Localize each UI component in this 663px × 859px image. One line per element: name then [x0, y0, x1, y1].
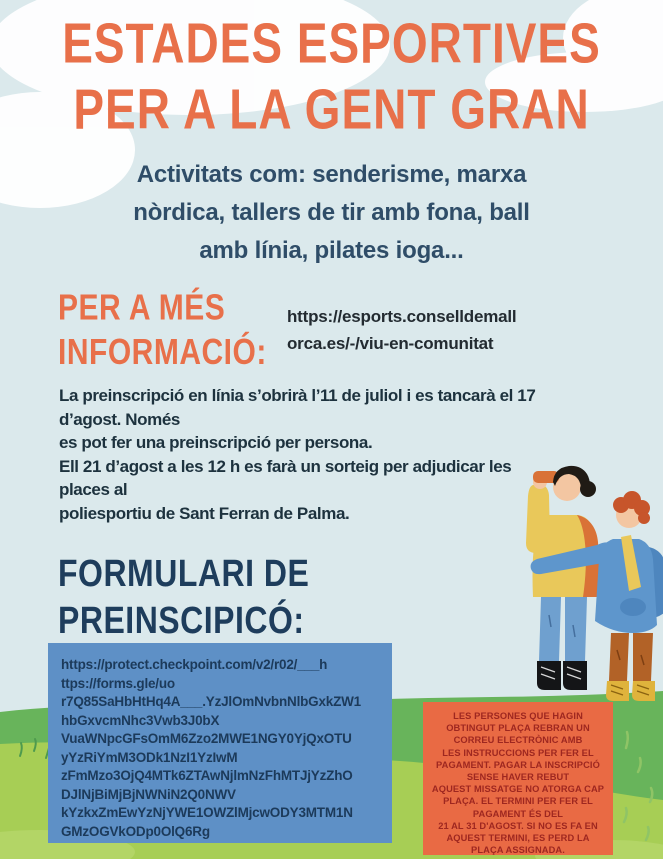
- notice-line: SENSE HAVER REBUT: [466, 772, 570, 783]
- notice-line: PAGAMENT ÉS DEL: [472, 808, 564, 819]
- woman-boot: [563, 661, 587, 690]
- man-hand-pocket: [620, 598, 646, 616]
- title-line: PER A LA GENT GRAN: [73, 77, 590, 141]
- url-line: zFmMzo3OjQ4MTk6ZTAwNjlmNzFhMTJjYzZhO: [61, 768, 353, 783]
- url-line: hbGxvcmNhc3Vwb3J0bX: [61, 712, 220, 728]
- text-line: poliesportiu de Sant Ferran de Palma.: [59, 503, 350, 523]
- title-line: ESTADES ESPORTIVES: [62, 11, 601, 75]
- notice-line: PLAÇA. EL TERMINI PER FER EL: [443, 796, 593, 807]
- form-url-box[interactable]: [48, 643, 392, 843]
- text-line: amb línia, pilates ioga...: [199, 237, 464, 264]
- subtitle: [0, 156, 663, 270]
- text-line: nòrdica, tallers de tir amb fona, ball: [133, 199, 530, 226]
- text-line: Ell 21 d’agost a les 12 h es farà un sorteig per adjudicar les: [59, 456, 512, 476]
- url-line: kYzkxZmEwYzNjYWE1OWZlMjcwODY3MTM1N: [61, 805, 353, 820]
- url-line: DJlNjBiMjBjNWNiN2Q0NWV: [61, 786, 236, 802]
- url-line: yYzRiYmM3ODk1NzI1YzIwM: [61, 749, 238, 765]
- info-heading: [58, 286, 267, 375]
- woman-pant-leg: [565, 597, 587, 661]
- url-line: https://esports.conselldemall: [287, 307, 517, 326]
- url-line: ttps://forms.gle/uo: [61, 675, 175, 691]
- url-line: VuaWNpcGFsOmM6Zzo2MWE1NGY0YjQxOTU: [61, 731, 352, 746]
- notice-line: CORREU ELECTRÒNIC AMB: [453, 735, 583, 746]
- form-heading: [58, 550, 309, 644]
- notice-line: PLAÇA ASSIGNADA.: [471, 845, 565, 856]
- text-line: PER A MÉS: [58, 288, 226, 328]
- text-line: d’agost. Només: [59, 409, 180, 429]
- notice-line: 21 AL 31 D'AGOST. SI NO ES FA EN: [438, 820, 598, 831]
- notice-line: PAGAMENT. PAGAR LA INSCRIPCIÓ: [436, 759, 600, 770]
- url-line: orca.es/-/viu-en-comunitat: [287, 334, 494, 353]
- body-text: [59, 384, 661, 525]
- text-line: Activitats com: senderisme, marxa: [136, 161, 527, 188]
- text-line: FORMULARI DE: [58, 551, 310, 595]
- text-line: PREINSCIPICÓ:: [58, 598, 305, 642]
- notice-line: OBTINGUT PLAÇA REBRAN UN: [446, 723, 590, 734]
- man-pant-leg: [633, 633, 653, 681]
- man-boot: [606, 681, 629, 701]
- url-line: GMzOGVkODp0OlQ6Rg: [61, 823, 210, 839]
- notice-line: AQUEST MISSATGE NO ATORGA CAP: [431, 784, 605, 795]
- info-url-link[interactable]: [287, 303, 516, 357]
- notice-line: LES PERSONES QUE HAGIN: [453, 711, 583, 721]
- text-line: places al: [59, 480, 128, 499]
- text-line: es pot fer una preinscripció per persona.: [59, 433, 373, 452]
- text-line: La preinscripció en línia s’obrirà l’11 de juliol i es tancarà el 17: [59, 386, 536, 405]
- notice-box: [423, 702, 613, 855]
- page-title: [0, 10, 663, 142]
- notice-line: LES INSTRUCCIONS PER FER EL: [442, 747, 594, 758]
- woman-pant-leg: [539, 597, 561, 661]
- url-line: r7Q85SaHbHtHq4A___.YzJlOmNvbnNlbGxkZW1: [61, 694, 361, 709]
- text-line: INFORMACIÓ:: [58, 332, 267, 373]
- woman-boot: [537, 661, 561, 690]
- notice-line: AQUEST TERMINI, ES PERD LA: [446, 833, 590, 844]
- url-line: https://protect.checkpoint.com/v2/r02/___h: [61, 657, 328, 672]
- man-boot: [632, 681, 655, 701]
